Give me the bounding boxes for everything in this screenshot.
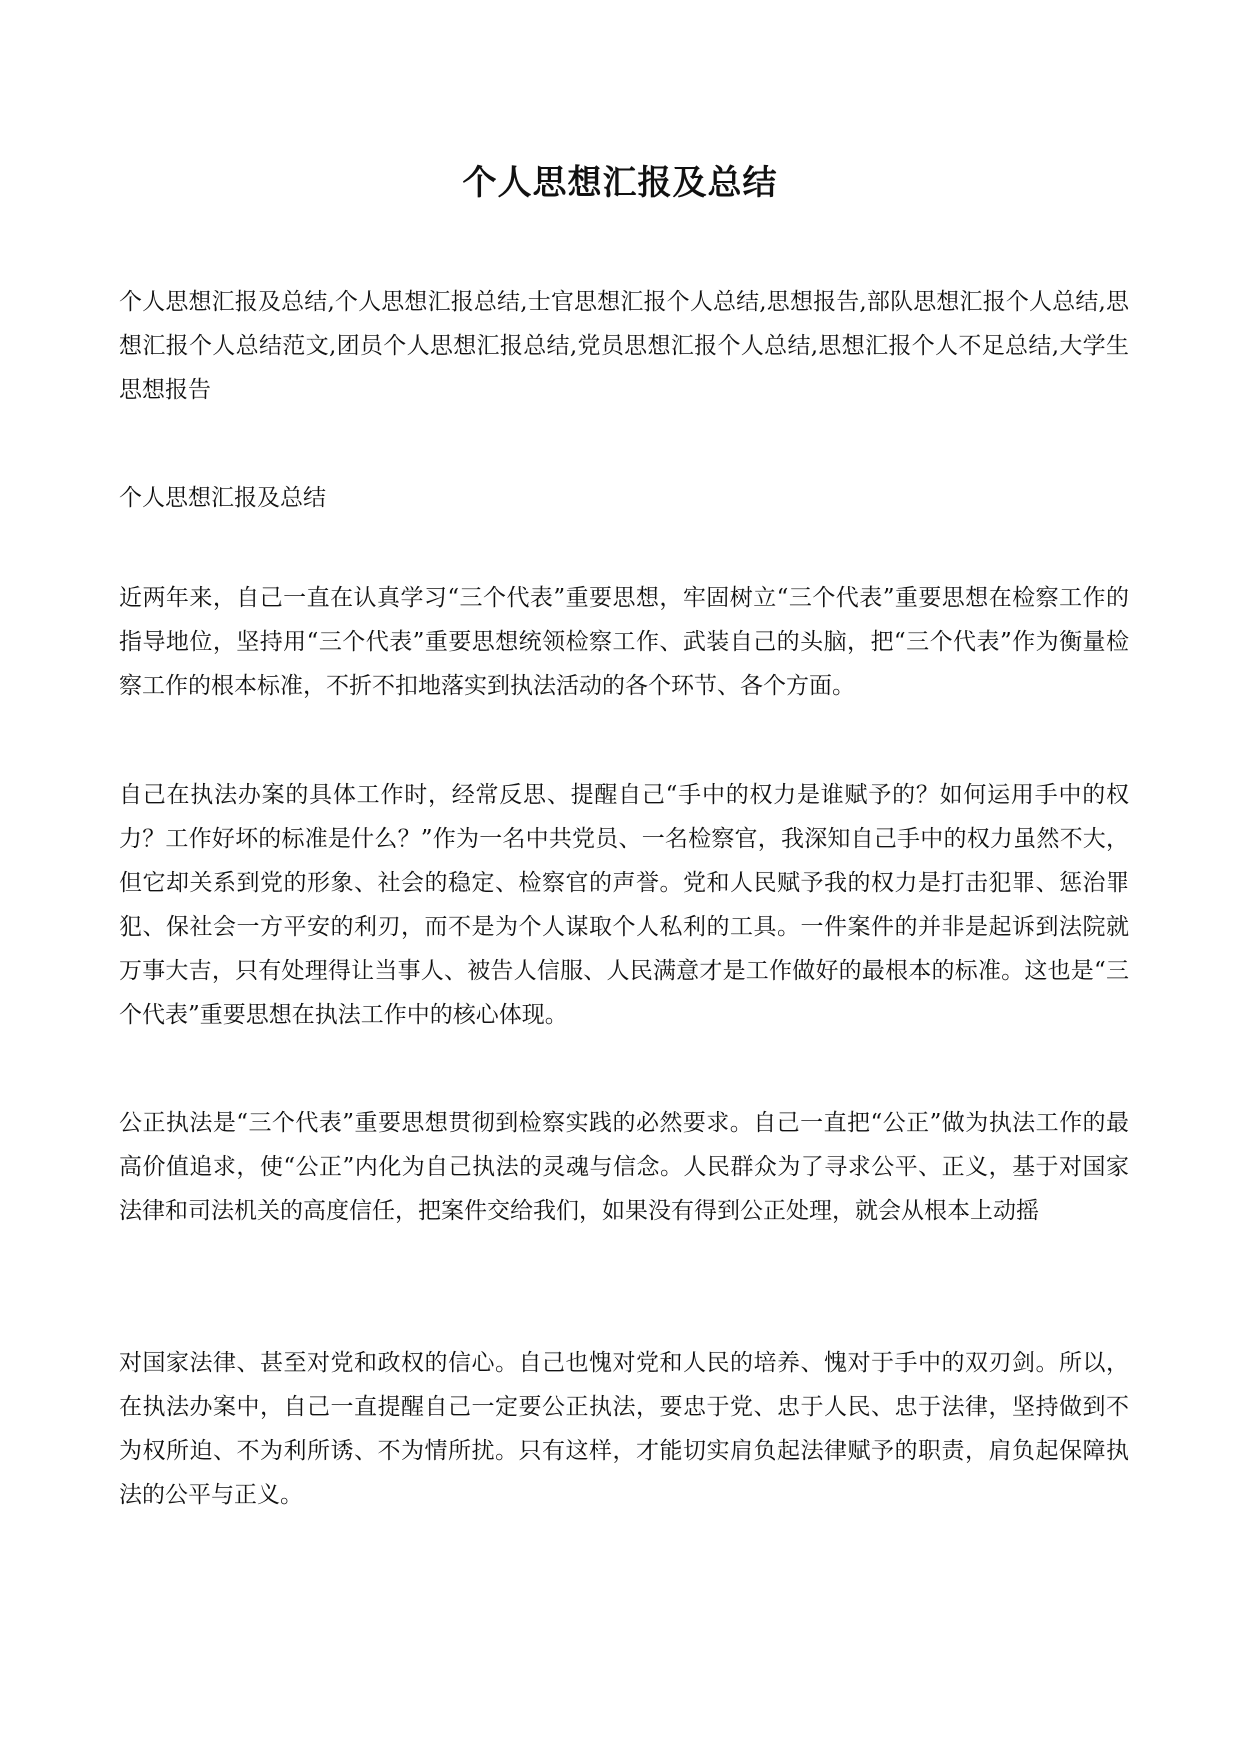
body-paragraph: 对国家法律、甚至对党和政权的信心。自己也愧对党和人民的培养、愧对于手中的双刃剑。所以，在执法办案中，自己一直提醒自己一定要公正执法，要忠于党、忠于人民、忠于法律，坚持做到不为权所迫、不为利所诱、不为情所扰。只有这样，才能切实肩负起法律赋予的职责，肩负起保障执法的公平与正义。 — [119, 1350, 1129, 1508]
body-paragraph: 近两年来，自己一直在认真学习“三个代表”重要思想，牢固树立“三个代表”重要思想在检察工作的指导地位，坚持用“三个代表”重要思想统领检察工作、武装自己的头脑，把“三个代表”作为衡量检察工作的根本标准，不折不扣地落实到执法活动的各个环节、各个方面。 — [119, 585, 1129, 699]
section-subheading: 个人思想汇报及总结 — [119, 485, 326, 511]
keywords-paragraph: 个人思想汇报及总结,个人思想汇报总结,士官思想汇报个人总结,思想报告,部队思想汇报个人总结,思想汇报个人总结范文,团员个人思想汇报总结,党员思想汇报个人总结,思想汇报个人不足总结,大学生思想报告 — [119, 289, 1129, 403]
body-paragraph: 公正执法是“三个代表”重要思想贯彻到检察实践的必然要求。自己一直把“公正”做为执法工作的最高价值追求，使“公正”内化为自己执法的灵魂与信念。人民群众为了寻求公平、正义，基于对国家法律和司法机关的高度信任，把案件交给我们，如果没有得到公正处理，就会从根本上动摇 — [119, 1110, 1129, 1224]
body-paragraph: 自己在执法办案的具体工作时，经常反思、提醒自己“手中的权力是谁赋予的？如何运用手中的权力？工作好坏的标准是什么？”作为一名中共党员、一名检察官，我深知自己手中的权力虽然不大，但它却关系到党的形象、社会的稳定、检察官的声誉。党和人民赋予我的权力是打击犯罪、惩治罪犯、保社会一方平安的利刃，而不是为个人谋取个人私利的工具。一件案件的并非是起诉到法院就万事大吉，只有处理得让当事人、被告人信服、人民满意才是工作做好的最根本的标准。这也是“三个代表”重要思想在执法工作中的核心体现。 — [119, 782, 1129, 1028]
document-title: 个人思想汇报及总结 — [462, 163, 778, 203]
